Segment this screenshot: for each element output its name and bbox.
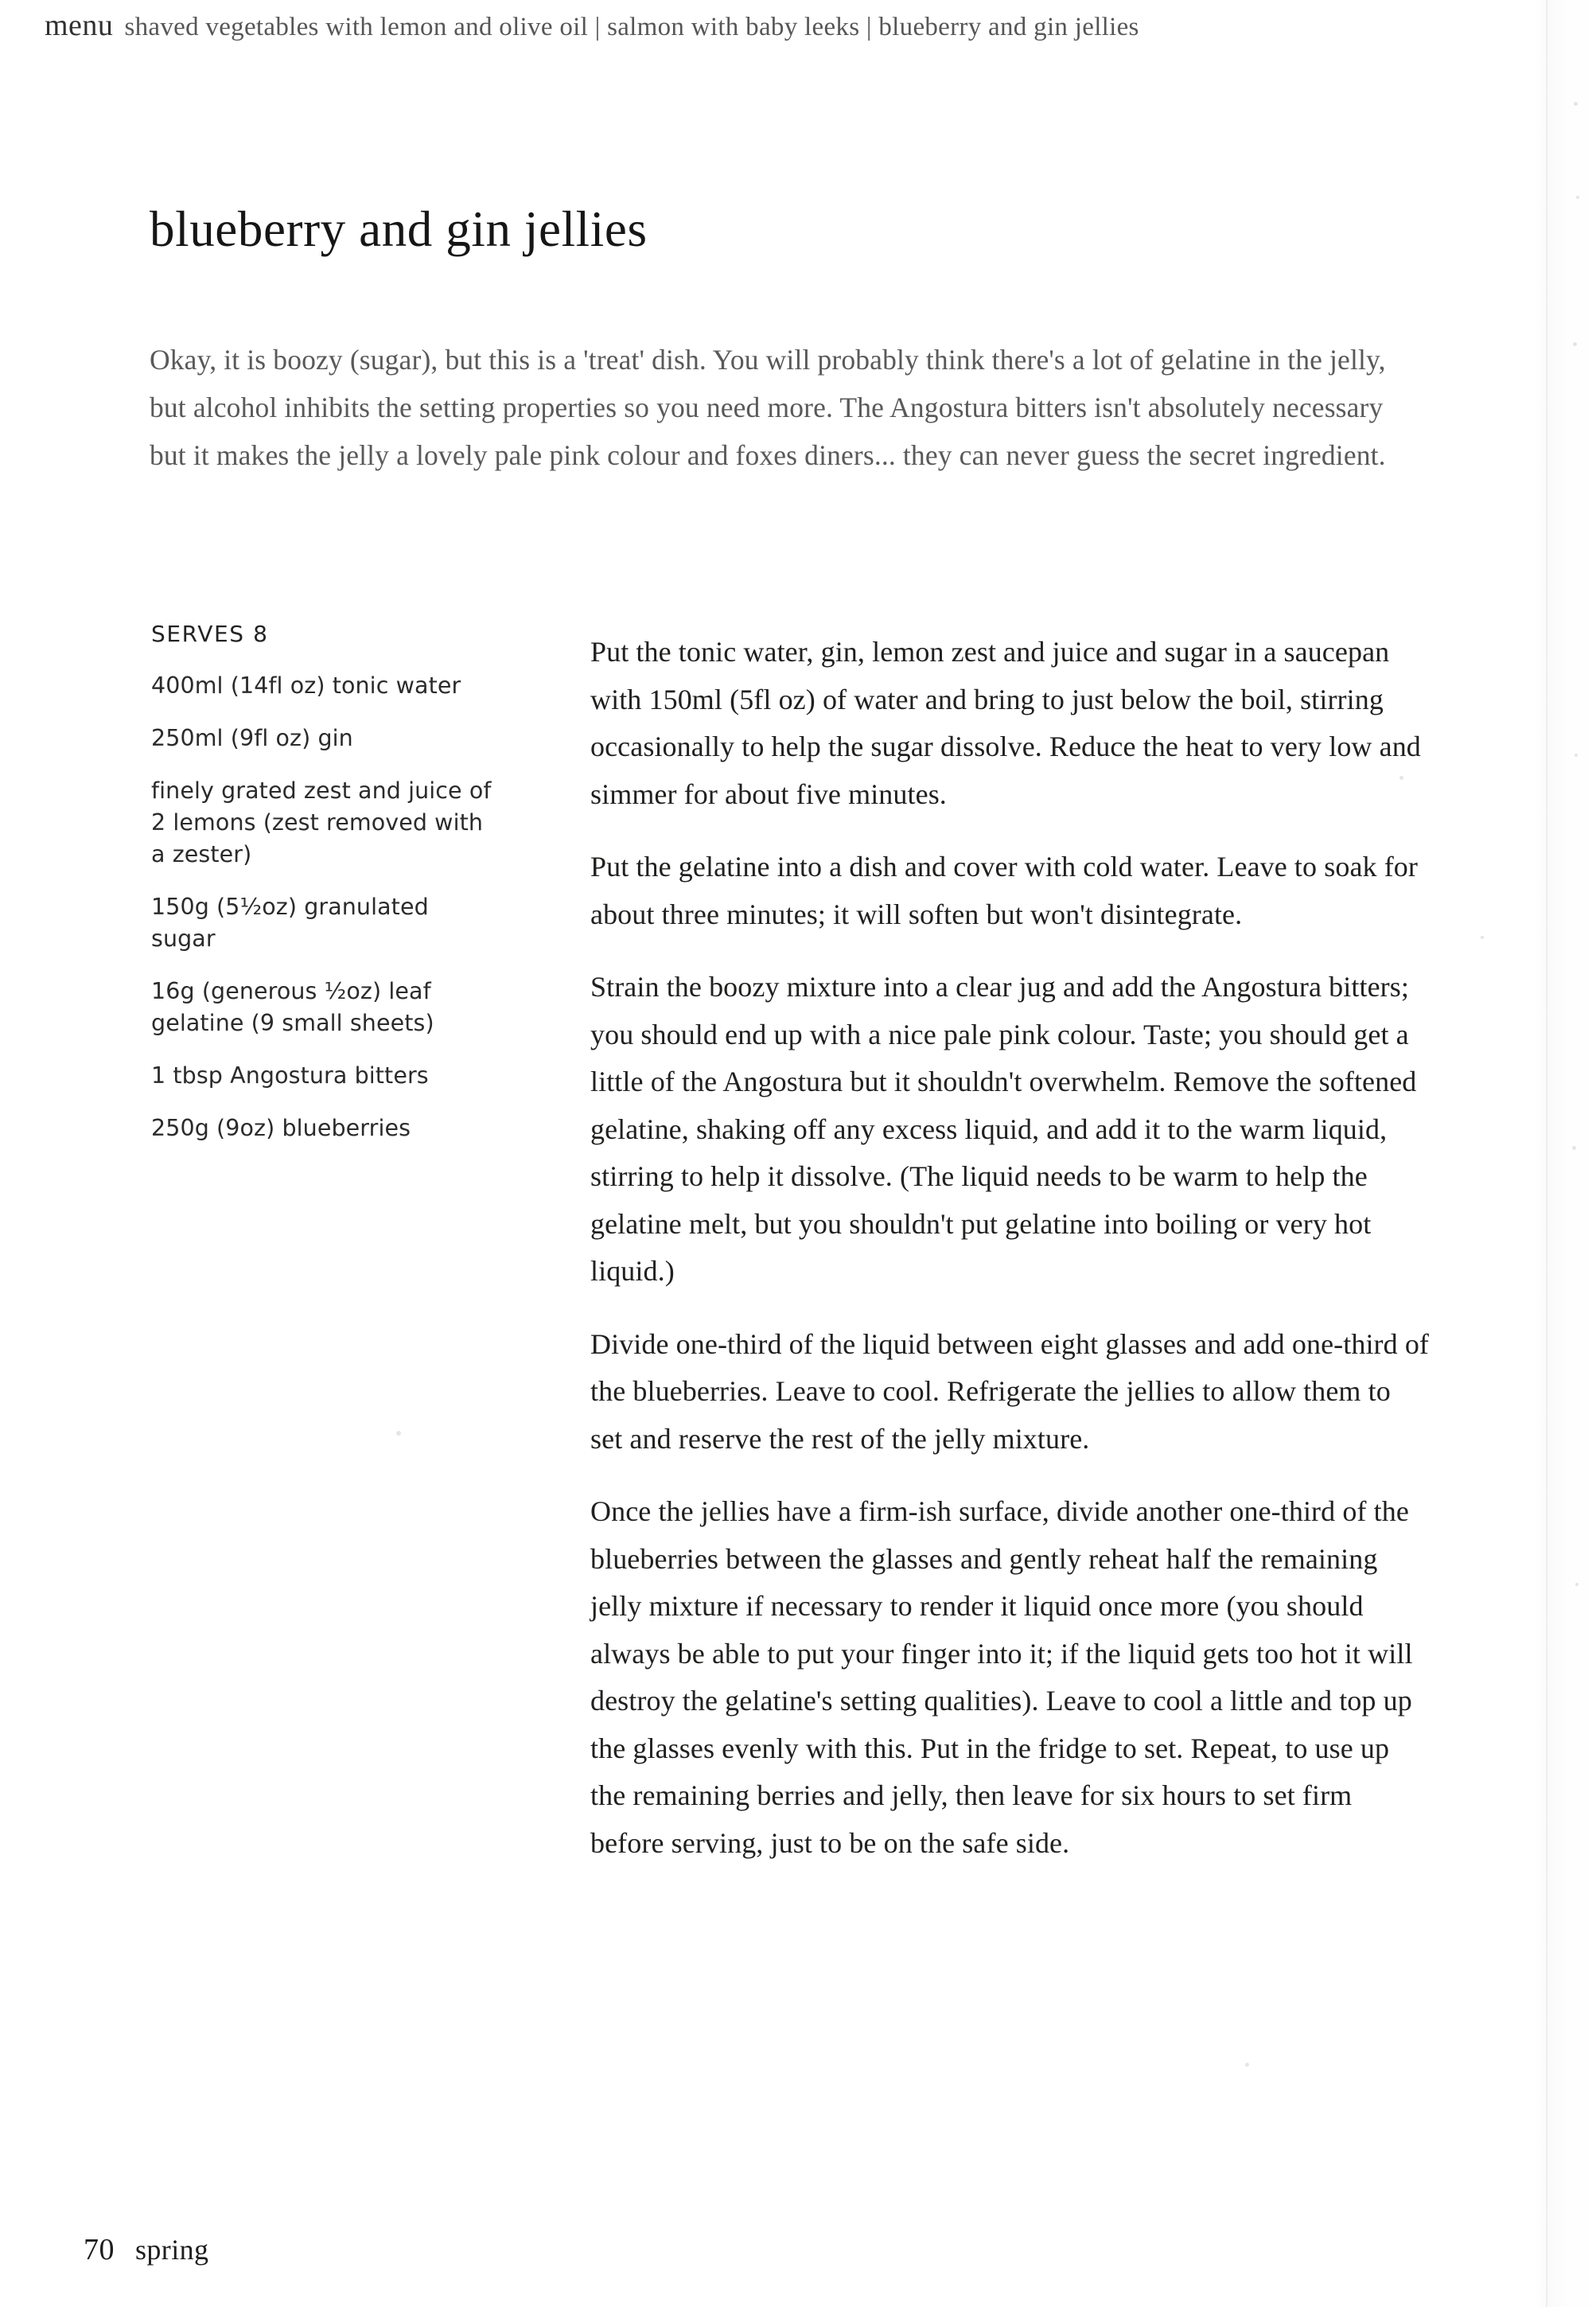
scan-speck: [1572, 1146, 1576, 1150]
list-item: finely grated zest and juice of 2 lemons (zest removed with a zester): [151, 777, 492, 867]
running-head: [45, 8, 1139, 43]
ingredients-list: [151, 621, 493, 1165]
serves-label: SERVES 8: [151, 621, 269, 647]
scan-speck: [396, 1431, 401, 1436]
scan-speck: [1575, 754, 1578, 757]
scan-speck: [1576, 196, 1579, 199]
page-number: 70: [84, 2233, 115, 2266]
page-gutter-line: [1546, 0, 1547, 2307]
method-step: Put the gelatine into a dish and cover with cold water. Leave to soak for about three minutes; it will soften but won't disintegrate.: [590, 851, 1418, 930]
scan-speck: [1481, 936, 1484, 939]
recipe-intro: Okay, it is boozy (sugar), but this is a 'treat' dish. You will probably think there's a lot of gelatine in the jelly, but alcohol inhibits the setting properties so you need more. The Angostura bitters isn't absolutely necessary but it makes the jelly a lovely pale pink colour and foxes diners... they can never guess the secret ingredient.: [150, 343, 1386, 471]
page-footer: [84, 2232, 208, 2267]
scan-speck: [1575, 1583, 1578, 1586]
list-item: 400ml (14fl oz) tonic water: [151, 672, 461, 699]
scan-speck: [1574, 102, 1578, 106]
list-item: 16g (generous ½oz) leaf gelatine (9 small sheets): [151, 978, 434, 1036]
season-label: spring: [135, 2234, 209, 2266]
list-item: 150g (5½oz) granulated sugar: [151, 894, 429, 952]
running-head-dishes: shaved vegetables with lemon and olive oil | salmon with baby leeks | blueberry and gin jellies: [124, 13, 1139, 41]
method-steps: [590, 629, 1430, 1867]
method-step: Once the jellies have a firm-ish surface, divide another one-third of the blueberries between the glasses and gently reheat half the remaining jelly mixture if necessary to render it liquid once more (you should always be able to put your finger into it; if the liquid gets too hot it will destroy the gelatine's setting qualities). Leave to cool a little and top up the glasses evenly with this. Put in the fridge to set. Repeat, to use up the remaining berries and jelly, then leave for six hours to set firm before serving, just to be on the safe side.: [590, 1495, 1413, 1859]
scan-speck: [1245, 2063, 1249, 2067]
list-item: 1 tbsp Angostura bitters: [151, 1062, 429, 1089]
running-head-label: menu: [45, 9, 114, 42]
method-step: Divide one-third of the liquid between eight glasses and add one-third of the blueberries. Leave to cool. Refrigerate the jellies to allow them to set and reserve the rest of the jelly mixture.: [590, 1327, 1430, 1455]
list-item: 250g (9oz) blueberries: [151, 1115, 411, 1141]
method-step: Put the tonic water, gin, lemon zest and juice and sugar in a saucepan with 150ml (5fl oz) of water and bring to just below the boil, stirring occasionally to help the sugar dissolve. Reduce the heat to very low and simmer for about five minutes.: [590, 636, 1421, 810]
method-step: Strain the boozy mixture into a clear jug and add the Angostura bitters; you should end up with a nice pale pink colour. Taste; you should get a little of the Angostura but it shouldn't overwhelm. Remove the softened gelatine, shaking off any excess liquid, and add it to the warm liquid, stirring to help it dissolve. (The liquid needs to be warm to help the gelatine melt, but you shouldn't put gelatine into boiling or very hot liquid.): [590, 971, 1417, 1287]
scan-speck: [1573, 342, 1577, 346]
page-title: blueberry and gin jellies: [150, 201, 648, 258]
page-gutter-shadow: [1536, 0, 1596, 2307]
list-item: 250ml (9fl oz) gin: [151, 725, 353, 751]
